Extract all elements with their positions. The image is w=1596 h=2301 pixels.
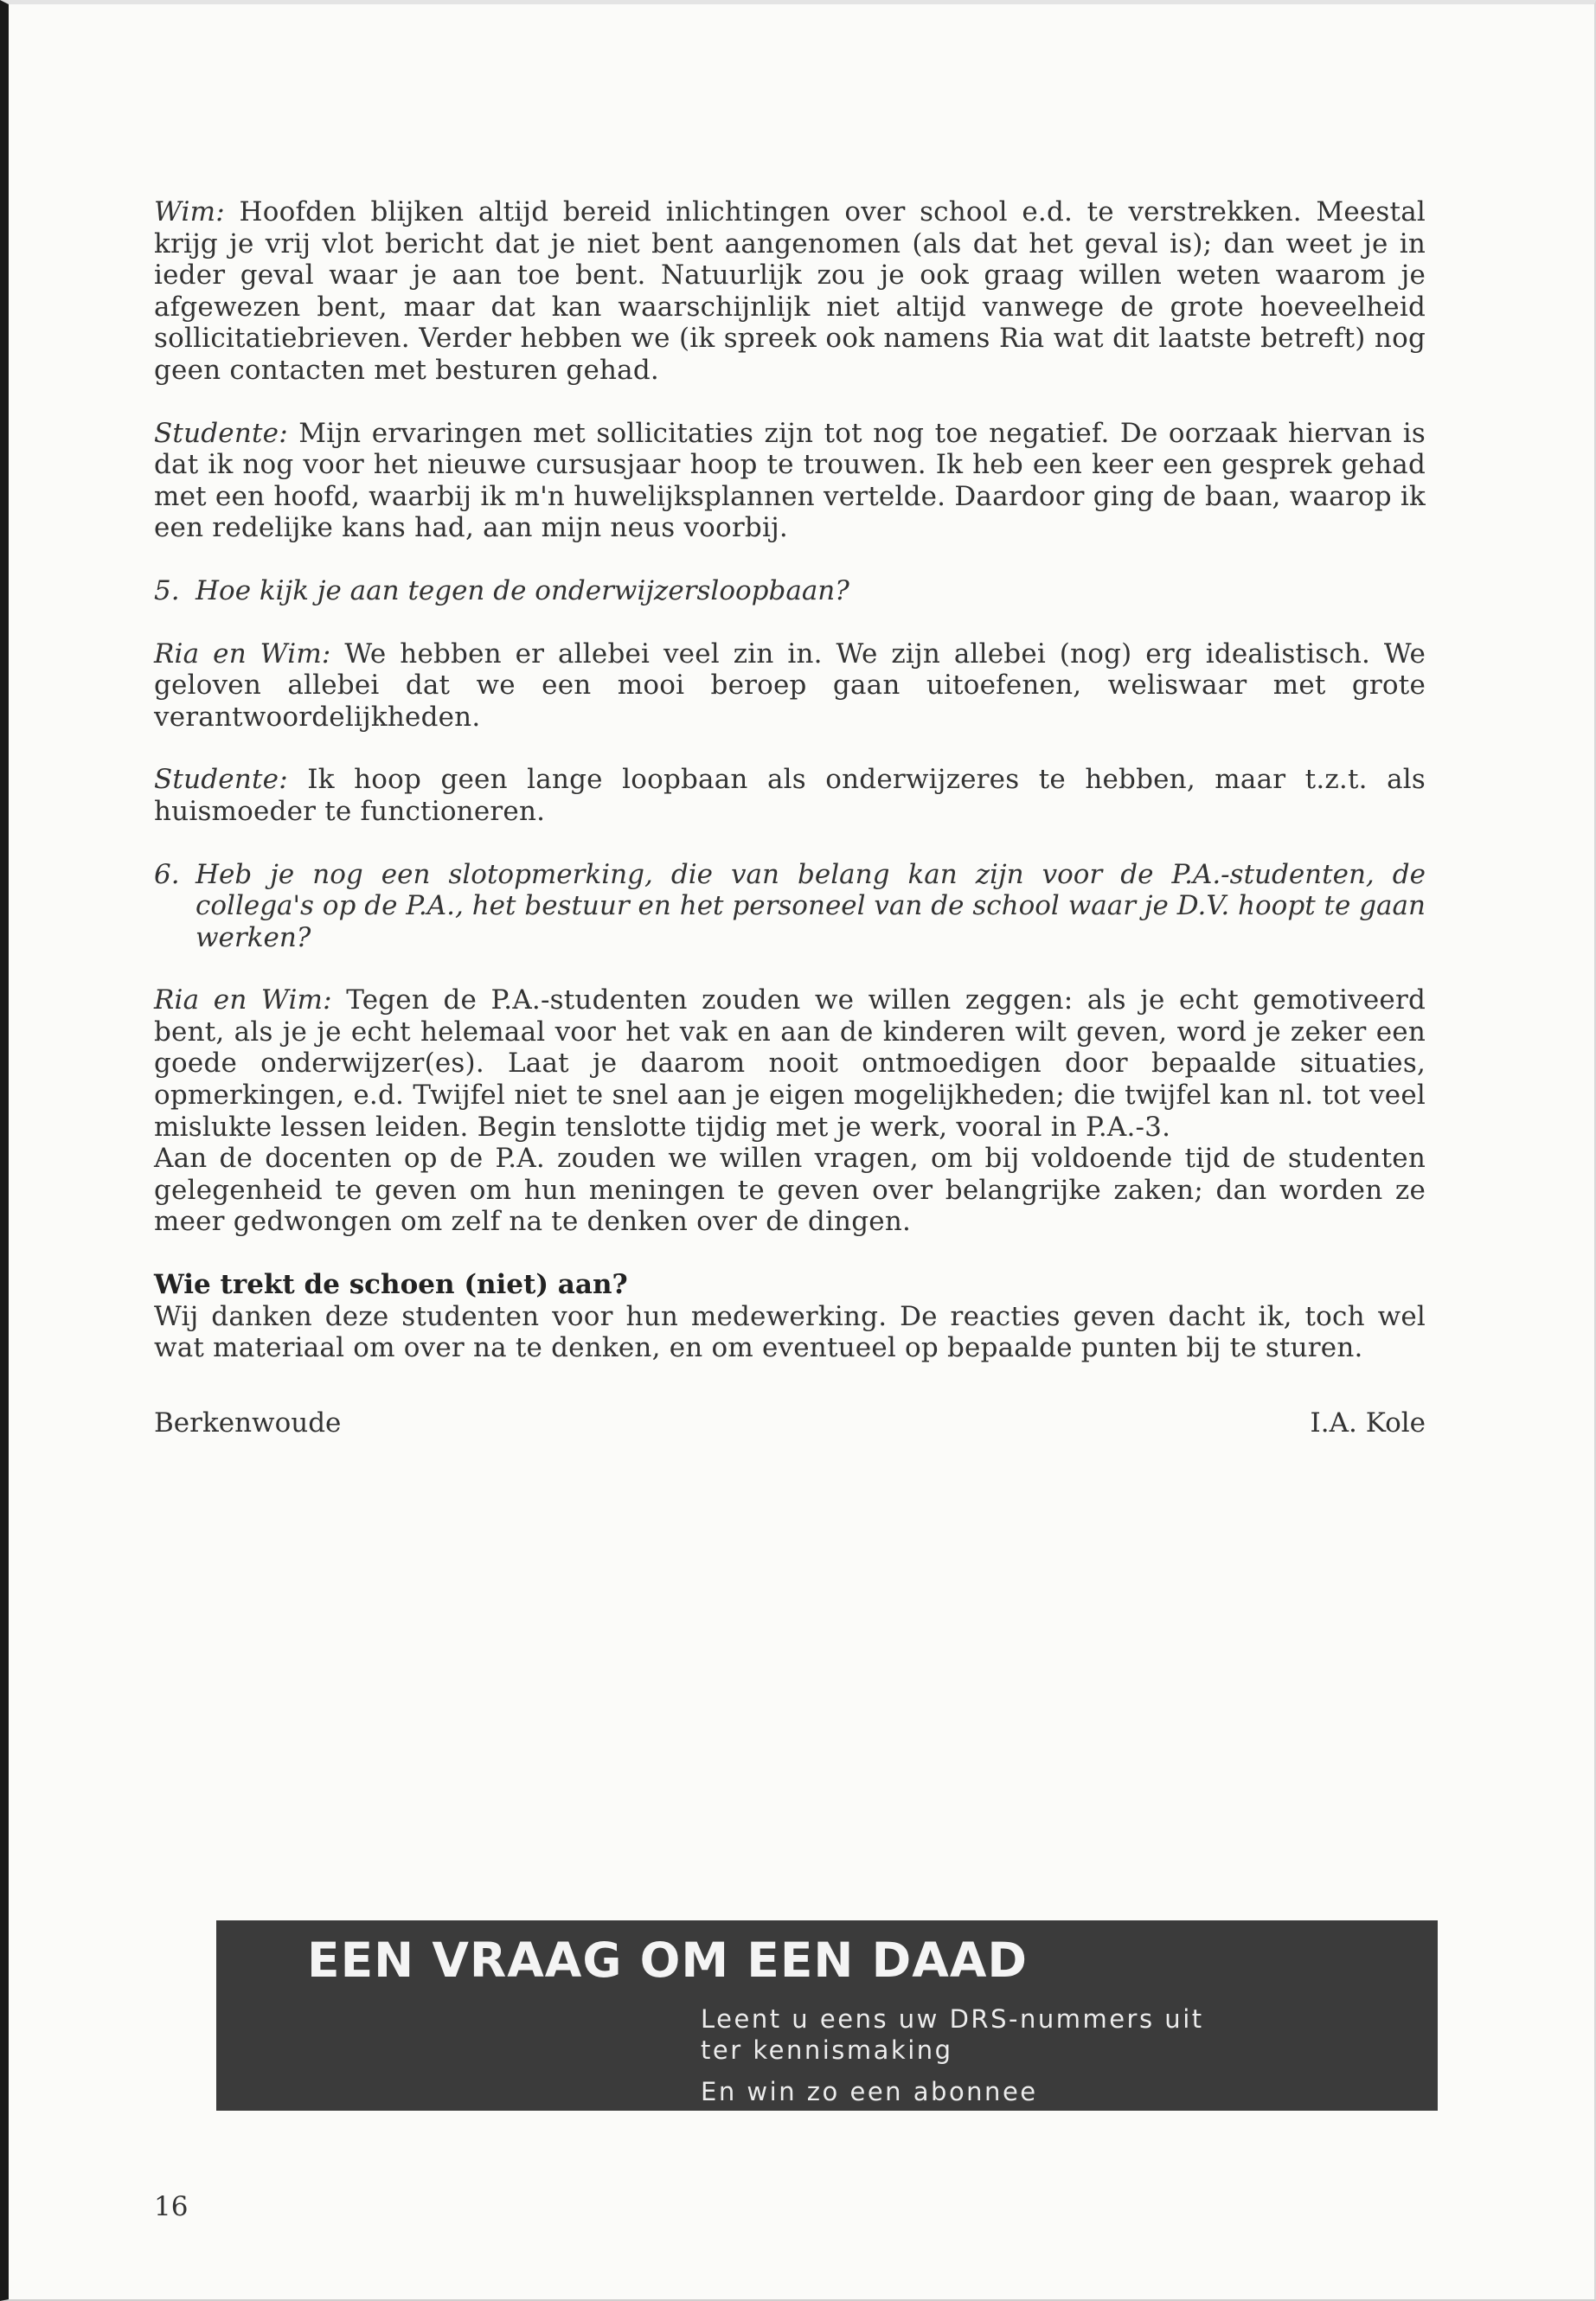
speaker-label: Ria en Wim: — [154, 984, 332, 1016]
advert-box — [216, 1920, 1438, 2111]
advert-title: EEN VRAAG OM EEN DAAD — [307, 1932, 1029, 1988]
advert-line-2: ter kennismaking — [701, 2035, 953, 2065]
answer-ria-en-wim-2 — [154, 984, 1426, 1143]
speaker-label: Studente: — [154, 764, 288, 796]
page-number: 16 — [154, 2191, 189, 2222]
answer-text: Tegen de P.A.-studenten zouden we willen zeggen: als je echt gemotiveerd bent, als je je echt helemaal voor het vak en aan de kinderen wilt geven, word je zeker een goede onderwijzer(es). Laat je daarom nooit ontmoedigen door bepaalde situaties, opmerkingen, e.d. Twijfel niet te snel aan je eigen mogelijkheden; die twijfel kan nl. tot veel mislukte lessen leiden. Begin tenslotte tijdig met je werk, vooral in P.A.-3. — [154, 984, 1426, 1143]
answer-continuation: Aan de docenten op de P.A. zouden we willen vragen, om bij voldoende tijd de studenten gelegenheid te geven om hun meningen te geven over belangrijke zaken; dan worden ze meer gedwongen om zelf na te denken over de dingen. — [154, 1143, 1426, 1238]
signature-author: I.A. Kole — [1310, 1407, 1426, 1439]
question-number: 5. — [154, 574, 180, 606]
question-6 — [154, 859, 1426, 954]
answer-studente — [154, 418, 1426, 544]
closing-paragraph: Wij danken deze studenten voor hun medewerking. De reacties geven dacht ik, toch wel wat materiaal om over na te denken, en om eventueel op bepaalde punten bij te sturen. — [154, 1300, 1426, 1364]
answer-text: We hebben er allebei veel zin in. We zijn allebei (nog) erg idealistisch. We geloven allebei dat we een mooi beroep gaan uitoefenen, weliswaar met grote verantwoordelijkheden. — [154, 638, 1426, 733]
signature-line — [154, 1407, 1426, 1439]
question-text: Hoe kijk je aan tegen de onderwijzersloopbaan? — [195, 574, 849, 606]
signature-place: Berkenwoude — [154, 1407, 342, 1439]
speaker-label: Ria en Wim: — [154, 638, 331, 670]
speaker-label: Studente: — [154, 417, 288, 449]
question-text: Heb je nog een slotopmerking, die van belang kan zijn voor de P.A.-studenten, de collega's op de P.A., het bestuur en het personeel van de school waar je D.V. hoopt te gaan werken? — [195, 858, 1426, 953]
answer-text: Ik hoop geen lange loopbaan als onderwijzeres te hebben, maar t.z.t. als huismoeder te functioneren. — [154, 764, 1426, 827]
answer-text: Mijn ervaringen met sollicitaties zijn tot nog toe negatief. De oorzaak hiervan is dat ik nog voor het nieuwe cursusjaar hoop te trouwen. Ik heb een keer een gesprek gehad met een hoofd, waarbij ik m'n huwelijksplannen vertelde. Daardoor ging de baan, waarop ik een redelijke kans had, aan mijn neus voorbij. — [154, 417, 1426, 544]
answer-wim — [154, 196, 1426, 387]
answer-studente-2 — [154, 764, 1426, 827]
section-heading: Wie trekt de schoen (niet) aan? — [154, 1269, 628, 1301]
question-number: 6. — [154, 858, 180, 890]
answer-ria-en-wim — [154, 638, 1426, 734]
answer-text: Hoofden blijken altijd bereid inlichtingen over school e.d. te verstrekken. Meestal krijg je vrij vlot bericht dat je niet bent aangenomen (als dat het geval is); dan weet je in ieder geval waar je aan toe bent. Natuurlijk zou je ook graag willen weten waarom je afgewezen bent, maar dat kan waarschijnlijk niet altijd vanwege de grote hoeveelheid sollicitatiebrieven. Verder hebben we (ik spreek ook namens Ria wat dit laatste betreft) nog geen contacten met besturen gehad. — [154, 196, 1426, 386]
advert-line-1: Leent u eens uw DRS-nummers uit — [701, 2004, 1204, 2034]
speaker-label: Wim: — [154, 196, 225, 228]
question-5 — [154, 575, 1426, 607]
advert-line-3: En win zo een abonnee — [701, 2077, 1038, 2106]
article-body — [154, 196, 1426, 1439]
